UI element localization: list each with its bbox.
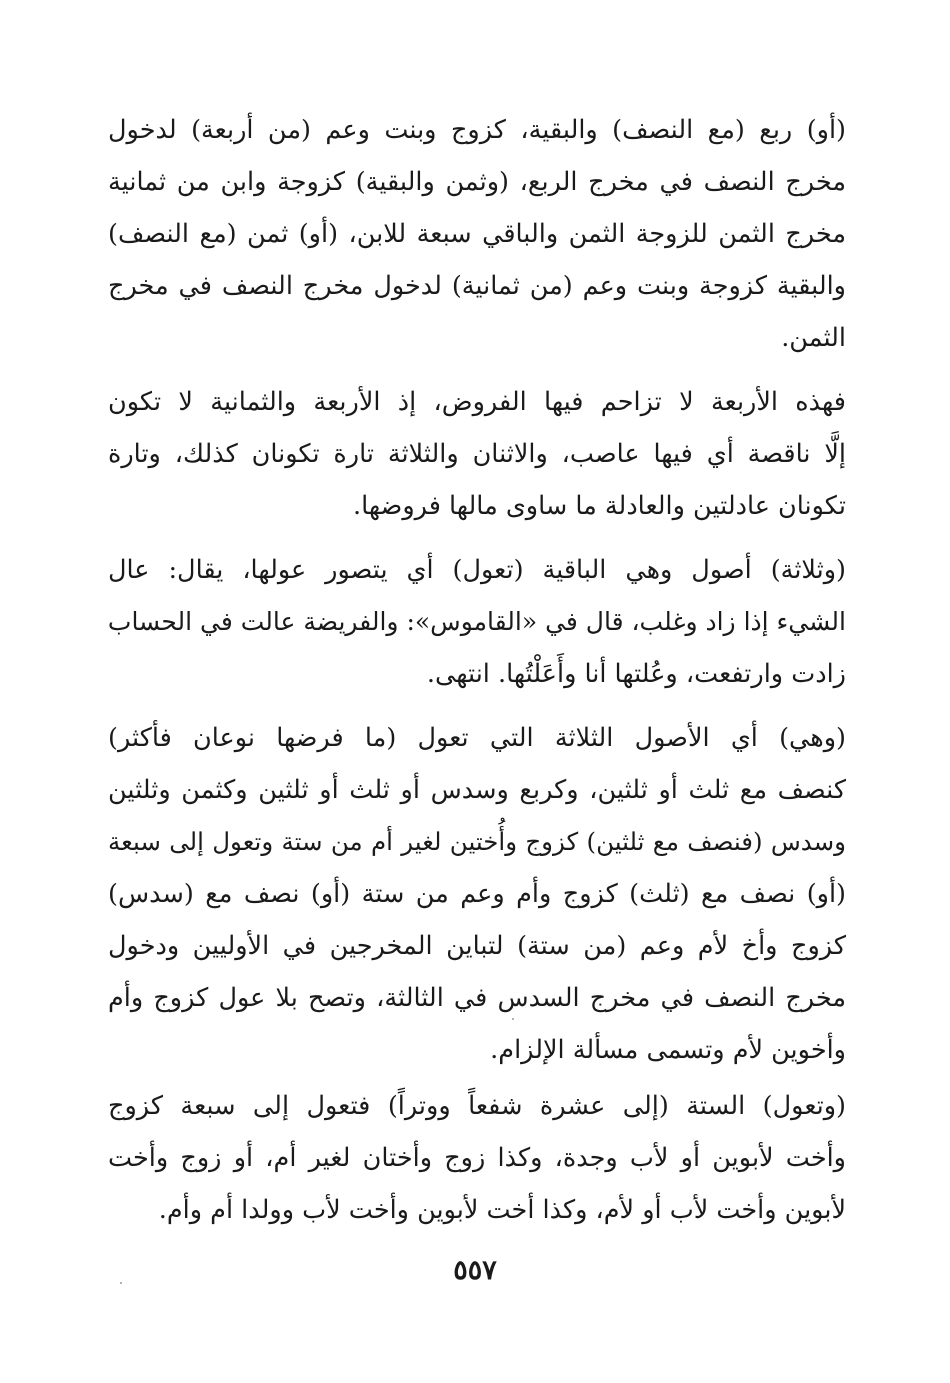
paragraph-2: [108, 376, 846, 532]
text-line: كنصف مع ثلث أو ثلثين، وكربع وسدس أو ثلث أو ثلثين وكثمن وثلثين: [108, 775, 846, 805]
text-line: وأخت لأبوين أو لأب وجدة، وكذا زوج وأختان لغير أم، أو زوج وأخت: [108, 1143, 846, 1173]
text-line: مخرج النصف في مخرج السدس في الثالثة، وتصح بلا عول كزوج وأم: [108, 983, 846, 1013]
text-line: وأخوين لأم وتسمى مسألة الإلزام.: [490, 1035, 846, 1065]
paragraph-3: [108, 544, 846, 700]
text-line: فهذه الأربعة لا تزاحم فيها الفروض، إذ الأربعة والثمانية لا تكون: [108, 387, 846, 417]
text-line: (وهي) أي الأصول الثلاثة التي تعول (ما فرضها نوعان فأكثر): [108, 723, 846, 753]
text-line: (وتعول) الستة (إلى عشرة شفعاً ووتراً) فتعول إلى سبعة كزوج: [108, 1091, 846, 1121]
text-line: الثمن.: [781, 323, 846, 353]
page-number: ٥٥٧: [453, 1255, 497, 1286]
text-line: (وثلاثة) أصول وهي الباقية (تعول) أي يتصور عولها، يقال: عال: [108, 555, 846, 585]
text-line: (أو) نصف مع (ثلث) كزوج وأم وعم من ستة (أو) نصف مع (سدس): [108, 879, 846, 909]
text-line: لأبوين وأخت لأب أو لأم، وكذا أخت لأبوين وأخت لأب وولدا أم وأم.: [158, 1195, 846, 1225]
text-line: وسدس (فنصف مع ثلثين) كزوج وأُختين لغير أم من ستة وتعول إلى سبعة: [108, 827, 846, 856]
paragraph-1: [108, 104, 846, 364]
paragraph-5: [108, 1080, 846, 1236]
text-line: كزوج وأخ لأم وعم (من ستة) لتباين المخرجين في الأوليين ودخول: [108, 931, 846, 961]
text-line: والبقية كزوجة وبنت وعم (من ثمانية) لدخول مخرج النصف في مخرج: [108, 271, 846, 301]
scan-speck: [512, 1018, 514, 1020]
paragraph-4: [108, 712, 846, 1076]
text-line: تكونان عادلتين والعادلة ما ساوى مالها فروضها.: [353, 491, 846, 521]
scan-speck: [120, 1282, 122, 1284]
text-line: (أو) ربع (مع النصف) والبقية، كزوج وبنت وعم (من أربعة) لدخول: [108, 115, 846, 145]
text-line: إلَّا ناقصة أي فيها عاصب، والاثنان والثلاثة تارة تكونان كذلك، وتارة: [108, 439, 846, 469]
text-line: مخرج النصف في مخرج الربع، (وثمن والبقية) كزوجة وابن من ثمانية: [108, 167, 846, 197]
text-line: زادت وارتفعت، وعُلتها أنا وأَعَلْتُها. انتهى.: [426, 659, 846, 689]
text-line: مخرج الثمن للزوجة الثمن والباقي سبعة للابن، (أو) ثمن (مع النصف): [108, 219, 846, 249]
text-line: الشيء إذا زاد وغلب، قال في «القاموس»: والفريضة عالت في الحساب: [107, 607, 846, 636]
